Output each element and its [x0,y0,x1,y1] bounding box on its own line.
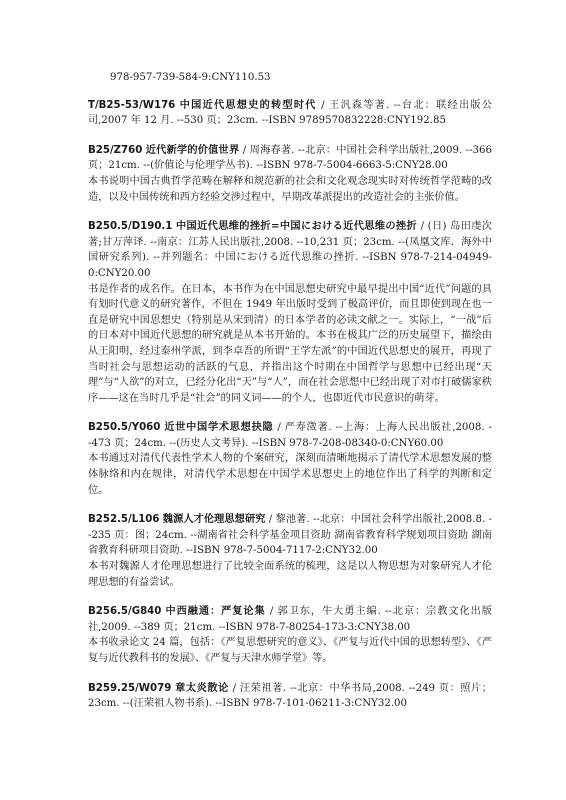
catalog-entry [88,143,492,205]
bibliographic-details: / (日) 岛田虔次著;甘万萍译. --南京：江苏人民出版社,2008. --10,231 页；23cm. --(凤凰文库．海外中国研究系列). --并列题名：中国における近代思维の挫折. --ISBN 978-7-214-04949-0:CNY20.00 [88,221,492,279]
bibliographic-details: / 周海春著. --北京：中国社会科学出版社,2009. --366 页；21cm. --(价值论与伦理学丛书). --ISBN 978-7-5004-6663-5:CNY28.00 [88,144,492,172]
catalog-entry [88,512,492,590]
call-number: B25/Z760 [88,144,143,156]
book-title: 中国近代思维的挫折=中国における近代思维の挫折 [176,220,418,233]
book-abstract: 本书说明中国古典哲学范畴在解释和规范新的社会和文化观念现实时对传统哲学范畴的改造，以及中国传统和西方经验交涉过程中，早期改革派提出的改造社会的主张价值。 [88,175,492,203]
catalog-entry [88,98,492,129]
book-title: 魏源人才伦理思想研究 [162,513,266,526]
call-number: B252.5/L106 [88,514,160,526]
book-abstract: 书是作者的成名作。在日本，本书作为在中国思想史研究中最早提出中国“近代”问题的具有划时代意义的研究著作，不但在 1949 年出版时受到了极高评价，而且即使到现在也一直是研究中国思想史（特别是从宋到清）的日本学者的必读文献之一。实际上，“一战”后的日本对中国近代思想的研究就是从本书开始的。本书在极其广泛的历史展望下，描绘由从王阳明，经过泰州学派，到李卓吾的所谓“王学左派”的中国近代思想史的展开，再现了当时社会与思想运动的活跃的气息，并指出这个时期在中国哲学与思想中已经出现“天理”与“人欲”的对立，已经分化出“天”与“人”，而在社会思想中已经出现了对市打破儒家秩序——这在当时几乎是“社会”的同义词——的个人，也即近代市民意识的萌芽。 [88,283,492,404]
catalog-entry [88,604,492,666]
bibliographic-details: / 严寿澂著. --上海：上海人民出版社,2008. --473 页；24cm. --(历史人文考异). --ISBN 978-7-208-08340-0:CNY60.00 [88,422,493,449]
isbn-continuation: 978-957-739-584-9:CNY110.53 [110,72,271,83]
bibliographic-details: / 郭卫东，牛大勇主编. --北京：宗教文化出版社,2009. --389 页；21cm. --ISBN 978-7-80254-173-3:CNY38.00 [88,606,492,633]
call-number: B256.5/G840 [88,606,162,618]
bibliographic-details: / 汪荣祖著. --北京：中华书局,2008. --249 页：照片；23cm. --(汪荣祖人物书系). --ISBN 978-7-101-06211-3:CNY32.00 [88,682,492,710]
catalog-entry [88,420,492,498]
call-number: B250.5/D190.1 [88,221,173,233]
call-number: B250.5/Y060 [88,422,161,434]
book-abstract: 本书对魏源人才伦理思想进行了比较全面系统的梳理，这是以人物思想为对象研究人才伦理思想的有益尝试。 [88,561,492,588]
book-title: 近世中国学术思想抉隐 [164,421,274,434]
catalog-entry [88,219,492,406]
book-title: 章太炎散论 [175,681,229,694]
book-abstract: 本书收录论文 24 篇，包括：《严复思想研究的意义》、《严复与近代中国的思想转型》、《严复与近代教科书的发展》、《严复与天津水师学堂》等。 [88,637,492,664]
call-number: T/B25-53/W176 [88,99,176,111]
book-title: 近代新学的价值世界 [145,143,240,156]
book-title: 中西融通：严复论集 [165,605,266,618]
call-number: B259.25/W079 [88,682,172,694]
book-abstract: 本书通过对清代代表性学术人物的个案研究，深刻而清晰地揭示了清代学术思想发展的整体脉络和内在规律，对清代学术思想在中国学术思想史上的地位作出了科学的判断和定位。 [88,453,492,496]
bibliographic-details: / 王汎森等著. --台北：联经出版公司,2007 年 12 月. --530 页；23cm. --ISBN 9789570832228:CNY192.85 [88,99,492,127]
book-title: 中国近代思想史的转型时代 [179,98,317,111]
catalog-entry [88,681,492,712]
bibliographic-details: / 黎池著. --北京：中国社会科学出版社,2008.8. --235 页：图；24cm. --湖南省社会科学基金项目资助 湖南省教育科学规划项目资助 湖南省教育科研项目资助. --ISBN 978-7-5004-7117-2:CNY32.00 [88,514,492,557]
